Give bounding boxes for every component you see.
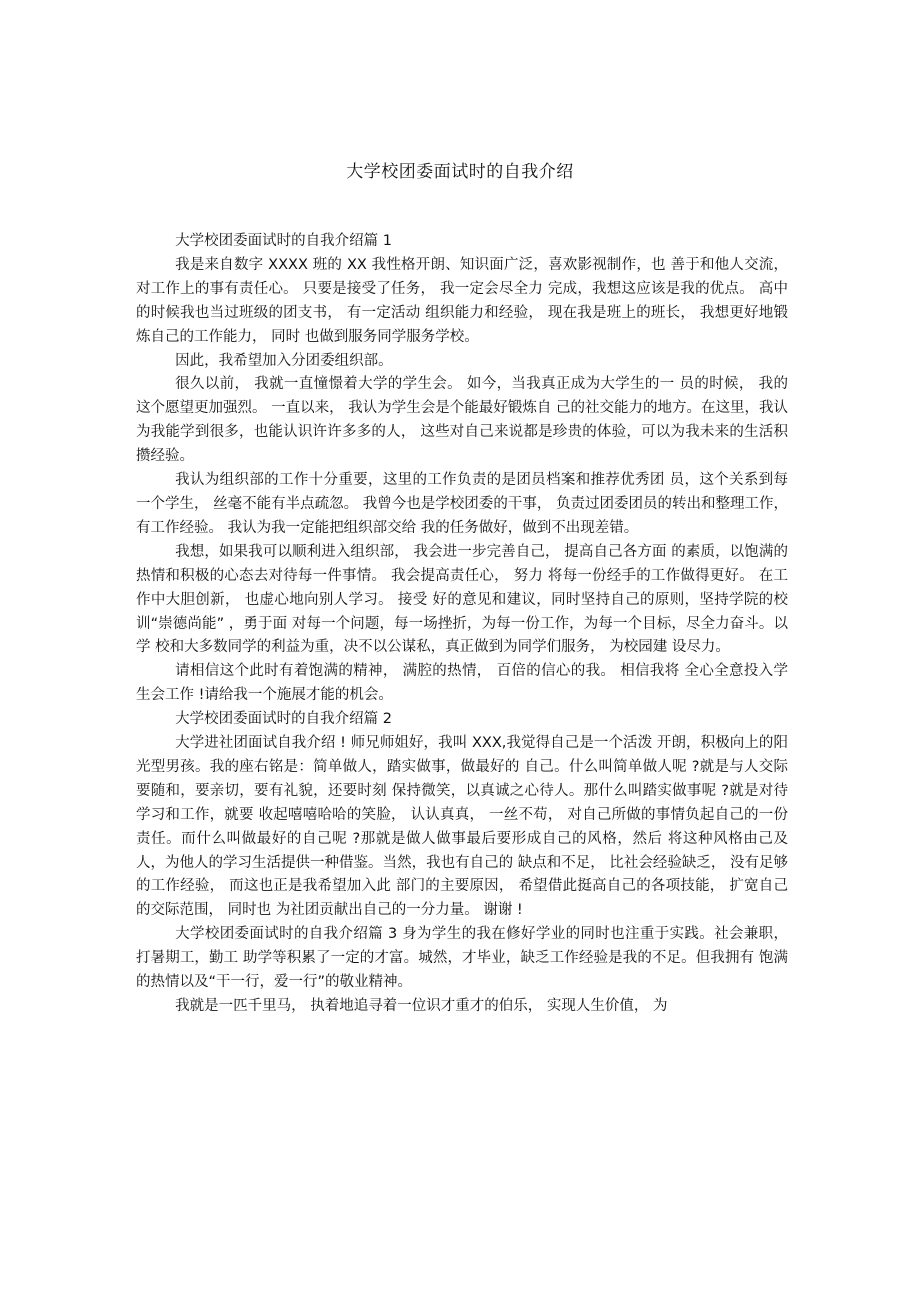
body-paragraph: 我就是一匹千里马， 执着地追寻着一位识才重才的伯乐， 实现人生价值， 为 (175, 998, 668, 1014)
document-body (136, 230, 788, 1019)
section-heading: 大学校团委面试时的自我介绍篇 1 (175, 233, 392, 249)
body-paragraph: 因此，我希望加入分团委组织部。 (175, 352, 393, 369)
body-paragraph: 我认为组织部的工作十分重要，这里的工作负责的是团员档案和推荐优秀团 员，这个关系到每一个学生， 丝毫不能有半点疏忽。 我曾今也是学校团委的干事， 负责过团委团员的转出和整理工作， 有工作经验。 我认为我一定能把组织部交给 我的任务做好，做到不出现差错。 (136, 472, 788, 536)
body-paragraph: 大学进社团面试自我介绍 ! 师兄师姐好，我叫 XXX,我觉得自己是一个活泼 开朗，积极向上的阳光型男孩。我的座右铭是：简单做人，踏实做事，做最好的 自己。什么叫简单做人呢 ?就是与人交际要随和，要亲切，要有礼貌，还要时刻 保持微笑，以真诚之心待人。那什么叫踏实做事呢 ?就是对待学习和工作，就要 收起嘻嘻哈哈的笑脸， 认认真真， 一丝不苟， 对自己所做的事情负起自己的一份 责任。而什么叫做最好的自己呢 ?那就是做人做事最后要形成自己的风格，然后 将这种风格由己及人，为他人的学习生活提供一种借鉴。当然，我也有自己的 缺点和不足， 比社会经验缺乏， 没有足够的工作经验， 而这也正是我希望加入此 部门的主要原因， 希望借此挺高自己的各项技能， 扩宽自己的交际范围， 同时也 为社团贡献出自己的一分力量。 谢谢 ! (136, 735, 788, 919)
document-title: 大学校团委面试时的自我介绍 (346, 162, 574, 182)
body-paragraph: 我想，如果我可以顺利进入组织部， 我会进一步完善自己， 提高自己各方面 的素质，以饱满的热情和积极的心态去对待每一件事情。 我会提高责任心， 努力 将每一份经手的工作做得更好。 在工作中大胆创新， 也虚心地向别人学习。 接受 好的意见和建议，同时坚持自己的原则，坚持学院的校训“崇德尚能” ，勇于面 对每一个问题，每一场挫折，为每一份工作，为每一个目标，尽全力奋斗。以学 校和大多数同学的利益为重，决不以公谋私，真正做到为同学们服务， 为校园建 设尽力。 (136, 543, 788, 656)
body-paragraph: 大学校团委面试时的自我介绍篇 3 身为学生的我在修好学业的同时也注重于实践。社会兼职，打暑期工，勤工 助学等积累了一定的才富。城然，才毕业，缺乏工作经验是我的不足。但我拥有 饱满的热情以及“干一行，爱一行”的敬业精神。 (136, 926, 788, 991)
body-paragraph: 我是来自数字 XXXX 班的 XX 我性格开朗、知识面广泛，喜欢影视制作，也 善于和他人交流， 对工作上的事有责任心。 只要是接受了任务， 我一定会尽全力 完成，我想这应该是我的优点。 高中的时候我也当过班级的团支书， 有一定活动 组织能力和经验， 现在我是班上的班长， 我想更好地锻炼自己的工作能力， 同时 也做到服务同学服务学校。 (136, 256, 788, 345)
body-paragraph: 请相信这个此时有着饱满的精神， 满腔的热情， 百倍的信心的我。 相信我将 全心全意投入学生会工作 !请给我一个施展才能的机会。 (136, 663, 788, 704)
section-heading: 大学校团委面试时的自我介绍篇 2 (175, 711, 392, 728)
body-paragraph: 很久以前， 我就一直憧憬着大学的学生会。 如今，当我真正成为大学生的一 员的时候， 我的这个愿望更加强烈。 一直以来， 我认为学生会是个能最好锻炼自 己的社交能力的地方。在这里，我认为我能学到很多，也能认识许许多多的人， 这些对自己来说都是珍贵的体验，可以为我未来的生活积攒经验。 (136, 376, 788, 465)
